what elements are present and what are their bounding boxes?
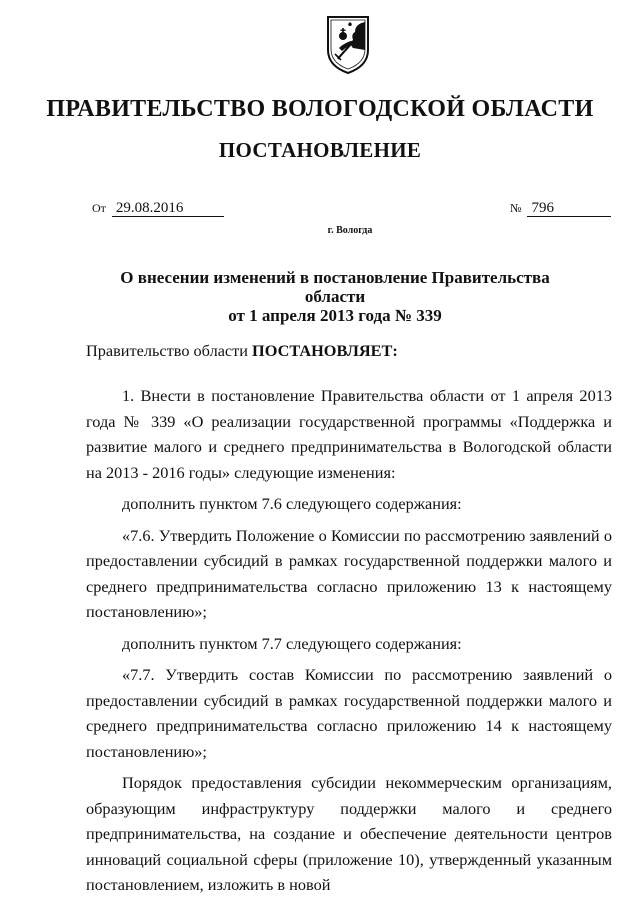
document-type: ПОСТАНОВЛЕНИЕ [218, 138, 422, 162]
paragraph: «7.6. Утвердить Положение о Комиссии по рассмотрению заявлений о предоставлении субсидий в рамках государственной поддержки малого и среднего предпринимательства согласно приложению 13 к настоящему постановлению»; [86, 525, 612, 621]
document-body [86, 383, 612, 898]
document-number: 796 [527, 200, 611, 217]
subject-line-2: от 1 апреля 2013 года № 339 [228, 306, 442, 325]
document-subject [100, 268, 570, 325]
decree-statement [86, 338, 612, 364]
organization-title: ПРАВИТЕЛЬСТВО ВОЛОГОДСКОЙ ОБЛАСТИ [46, 96, 594, 122]
paragraph: дополнить пунктом 7.7 следующего содержания: [122, 633, 462, 653]
date-row [92, 200, 224, 217]
paragraph: 1. Внести в постановление Правительства области от 1 апреля 2013 года № 339 «О реализации государственной программы «Поддержка и развитие малого и среднего предпринимательства в Вологодской области на 2013 - 2016 годы» следующие изменения: [86, 386, 612, 482]
paragraph: «7.7. Утвердить состав Комиссии по рассмотрению заявлений о предоставлении субсидий в рамках государственной поддержки малого и среднего предпринимательства согласно приложению 14 к настоящему постановлению»; [86, 665, 612, 761]
number-label: № [510, 201, 522, 215]
coat-of-arms-icon [325, 14, 371, 76]
city-name: г. Вологда [327, 225, 373, 236]
number-row [510, 200, 611, 217]
document-date: 29.08.2016 [112, 200, 224, 217]
date-label: От [92, 201, 106, 215]
decree-verb: ПОСТАНОВЛЯЕТ: [252, 341, 398, 360]
paragraph: дополнить пунктом 7.6 следующего содержания: [122, 494, 462, 513]
decree-lead: Правительство области [86, 341, 253, 360]
paragraph: Порядок предоставления субсидии некоммерческим организациям, образующим инфраструктуру поддержки малого и среднего предпринимательства, на создание и обеспечение деятельности центров инноваций социальной сферы (приложение 10), утвержденный указанным постановлением, изложить в новой [86, 773, 612, 894]
subject-line-1: О внесении изменений в постановление Правительства области [120, 268, 550, 306]
